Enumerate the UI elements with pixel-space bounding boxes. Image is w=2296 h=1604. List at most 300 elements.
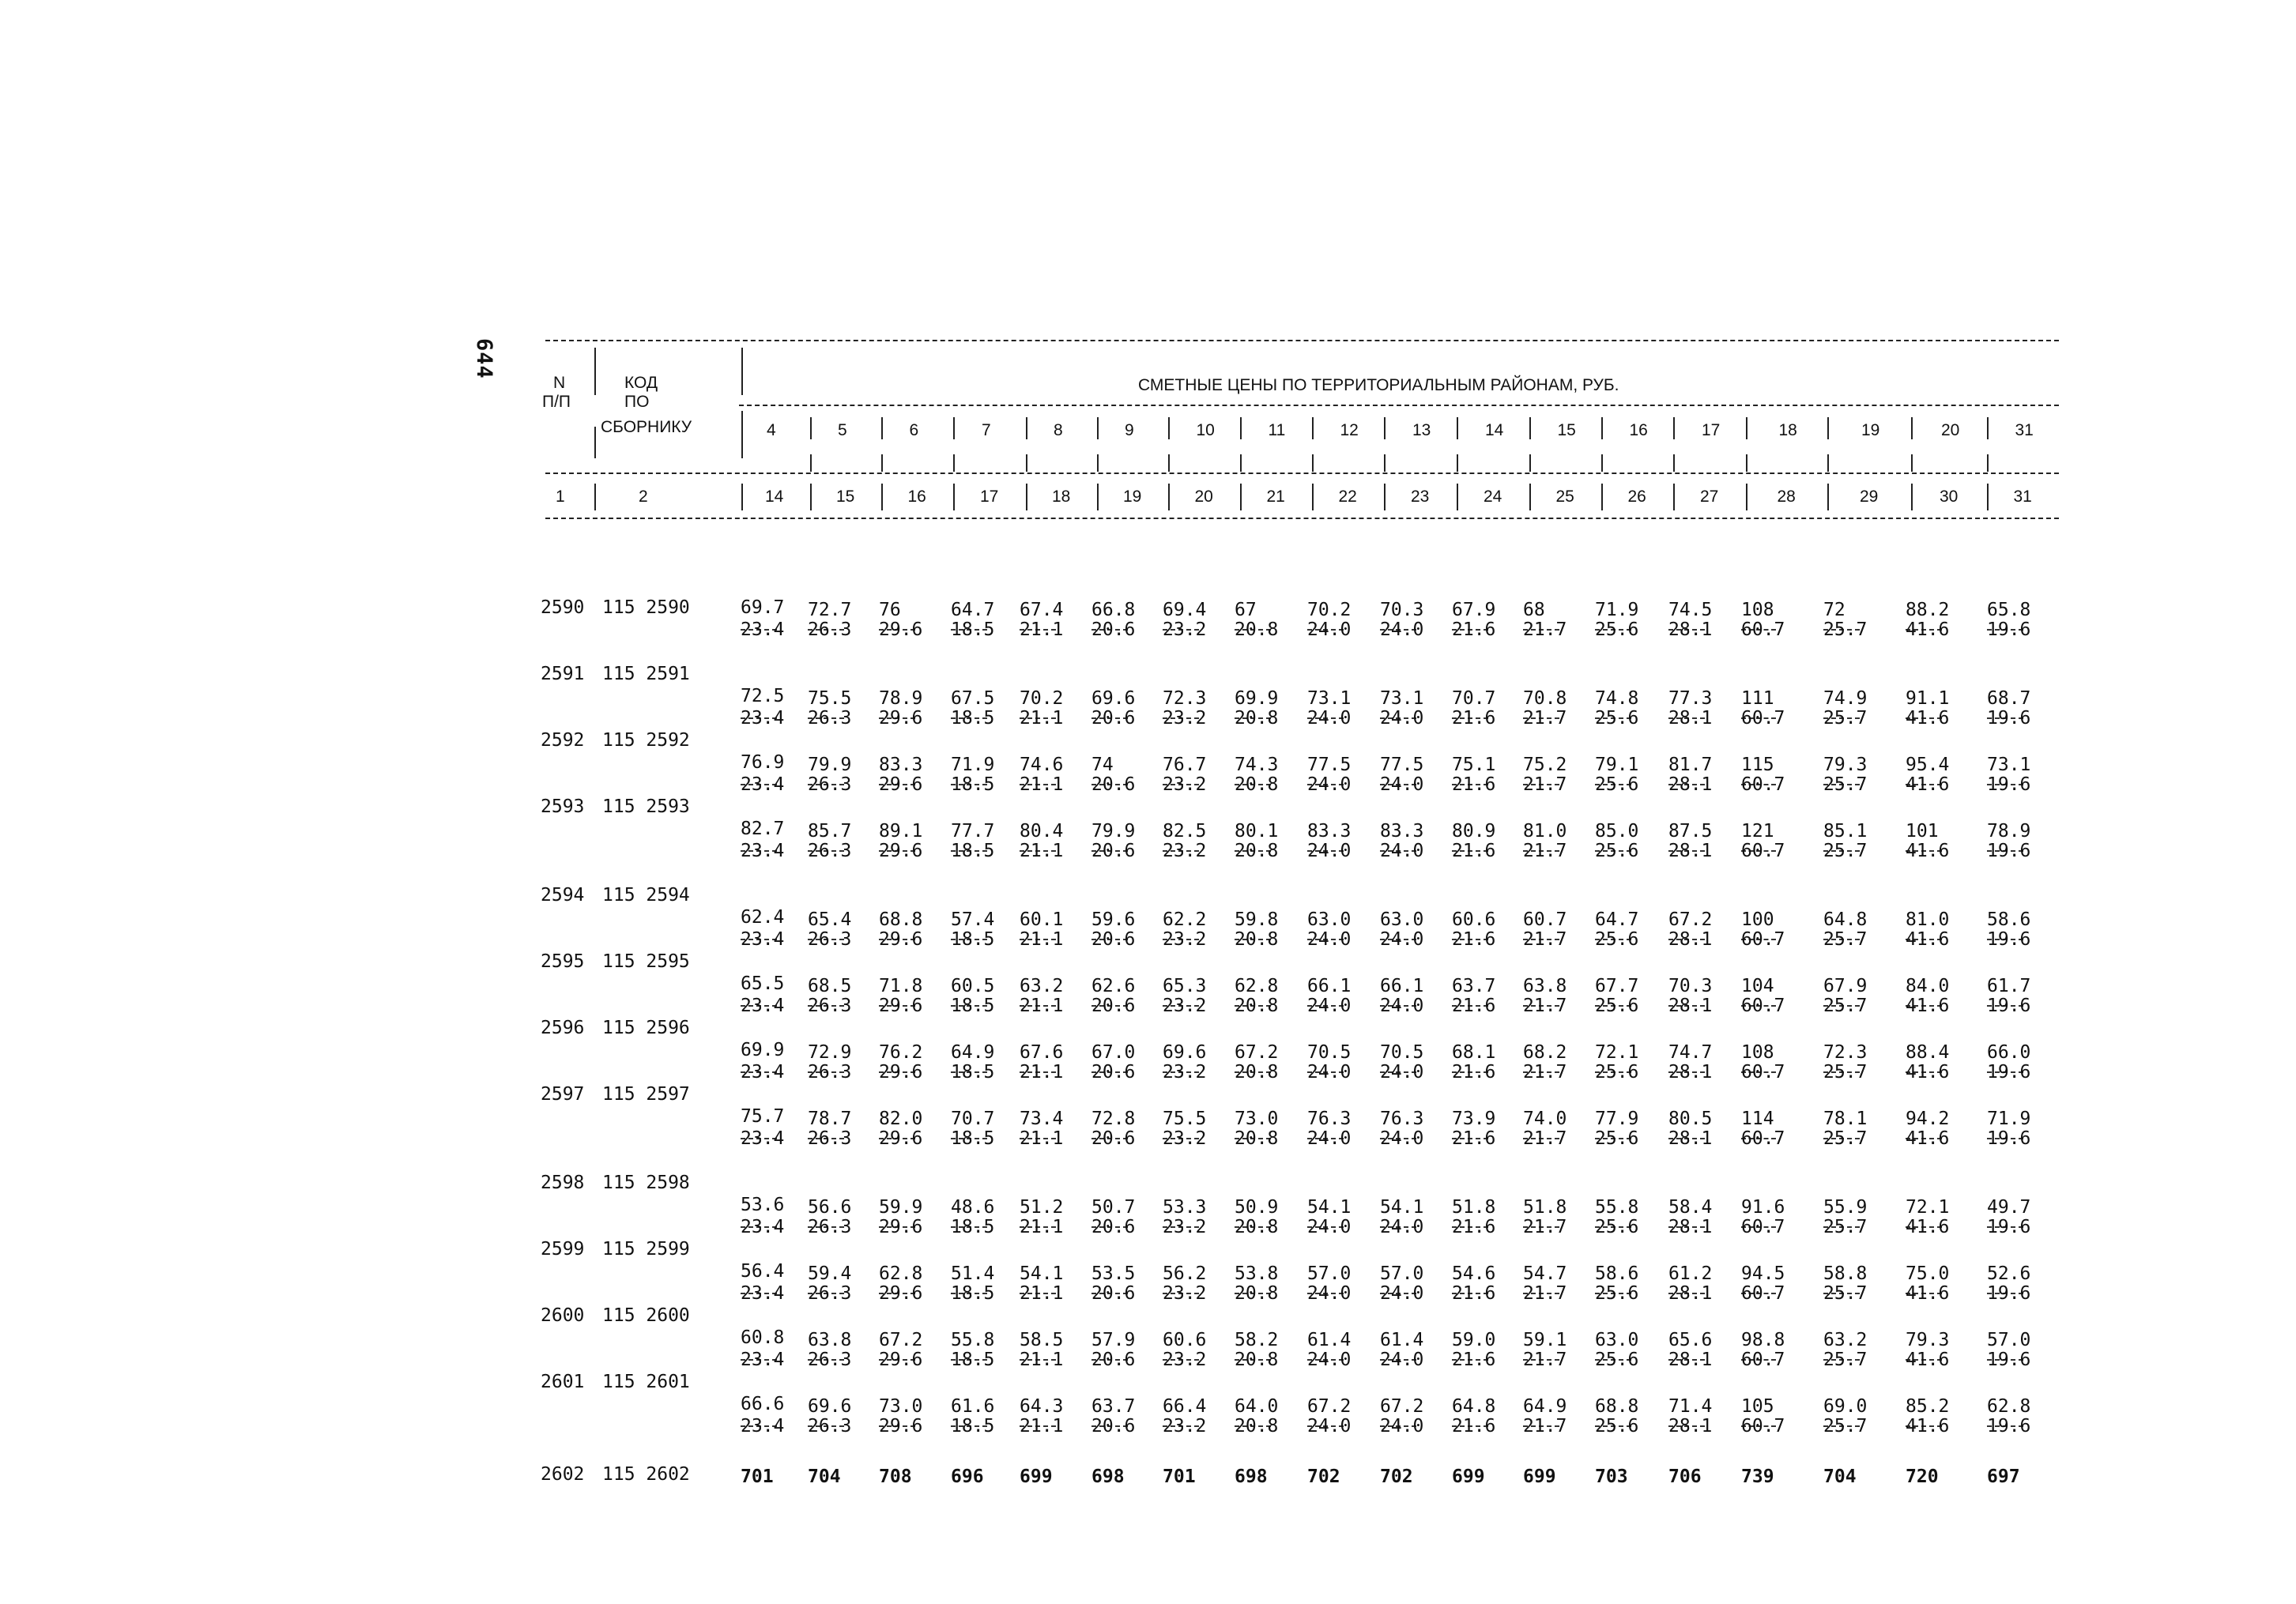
price-labor: 41.6	[1906, 1283, 1950, 1304]
price-total: 72.8	[1091, 1109, 1136, 1129]
price-total: 58.6	[1987, 909, 2031, 930]
price-labor: 18.5	[951, 1283, 995, 1304]
price-labor: 28.1	[1668, 774, 1713, 795]
price-labor: 28.1	[1668, 708, 1713, 729]
price-labor: 21.6	[1452, 619, 1496, 640]
column-index-code: 2	[639, 488, 648, 506]
price-labor: 28.1	[1668, 1416, 1713, 1436]
price-labor: 26.3	[808, 1062, 852, 1083]
header-vbar	[881, 484, 883, 510]
price-total: 104	[1741, 976, 1774, 996]
header-vbar	[1097, 417, 1099, 439]
region-number: 10	[1196, 421, 1215, 439]
price-total: 53.3	[1163, 1197, 1207, 1218]
price-total: 83.3	[1380, 821, 1424, 842]
page-number: 644	[472, 338, 496, 379]
header-vbar	[1827, 454, 1829, 472]
price-total: 67.2	[1307, 1396, 1352, 1417]
price-total: 73.1	[1307, 688, 1352, 709]
price-total: 67.9	[1823, 976, 1868, 996]
header-vbar	[1673, 417, 1675, 439]
price-total: 115	[1741, 755, 1774, 775]
price-total: 74.5	[1668, 600, 1713, 620]
row-number: 2600	[541, 1305, 585, 1326]
price-total: 54.6	[1452, 1263, 1496, 1284]
price-labor: 41.6	[1906, 1062, 1950, 1083]
price-total: 65.6	[1668, 1330, 1713, 1350]
price-total: 63.0	[1595, 1330, 1639, 1350]
price-labor: 25.7	[1823, 929, 1868, 950]
price-total: 121	[1741, 821, 1774, 842]
price-labor: 19.6	[1987, 929, 2031, 950]
price-labor: 21.7	[1523, 1128, 1567, 1149]
price-labor: 25.6	[1595, 1416, 1639, 1436]
price-labor: 60.7	[1741, 1062, 1785, 1083]
price-labor: 21.1	[1020, 1128, 1064, 1149]
price-total: 58.8	[1823, 1263, 1868, 1284]
price-total: 82.0	[879, 1109, 923, 1129]
price-total: 703	[1595, 1467, 1628, 1487]
price-labor: 21.6	[1452, 929, 1496, 950]
price-total: 94.2	[1906, 1109, 1950, 1129]
price-labor: 25.6	[1595, 1217, 1639, 1237]
row-number: 2591	[541, 664, 585, 684]
price-labor: 20.8	[1235, 619, 1279, 640]
price-total: 64.9	[951, 1042, 995, 1063]
header-vbar	[810, 417, 812, 439]
price-labor: 26.3	[808, 996, 852, 1016]
price-total: 100	[1741, 909, 1774, 930]
header-vbar	[1168, 454, 1170, 472]
price-total: 69.6	[1163, 1042, 1207, 1063]
price-total: 83.3	[879, 755, 923, 775]
price-labor: 21.6	[1452, 996, 1496, 1016]
price-total: 65.5	[741, 973, 785, 994]
price-total: 59.0	[1452, 1330, 1496, 1350]
column-index: 30	[1940, 488, 1959, 506]
price-labor: 25.6	[1595, 1350, 1639, 1370]
price-labor: 60.7	[1741, 1217, 1785, 1237]
price-labor: 23.2	[1163, 996, 1207, 1016]
price-labor: 24.0	[1307, 619, 1352, 640]
price-labor: 23.4	[741, 996, 785, 1016]
price-labor: 23.2	[1163, 841, 1207, 861]
price-labor: 60.7	[1741, 996, 1785, 1016]
price-labor: 26.3	[808, 774, 852, 795]
price-total: 60.8	[741, 1327, 785, 1348]
region-number: 15	[1557, 421, 1576, 439]
price-labor: 25.7	[1823, 1283, 1868, 1304]
price-total: 91.6	[1741, 1197, 1785, 1218]
price-total: 70.7	[951, 1109, 995, 1129]
price-total: 80.5	[1668, 1109, 1713, 1129]
price-total: 48.6	[951, 1197, 995, 1218]
price-labor: 41.6	[1906, 1128, 1950, 1149]
price-total: 62.8	[1235, 976, 1279, 996]
region-number: 7	[982, 421, 991, 439]
price-labor: 20.6	[1091, 1128, 1136, 1149]
header-vbar	[1746, 454, 1747, 472]
price-total: 68.7	[1987, 688, 2031, 709]
price-total: 57.0	[1987, 1330, 2031, 1350]
region-number: 31	[2015, 421, 2034, 439]
price-total: 69.4	[1163, 600, 1207, 620]
price-labor: 20.6	[1091, 708, 1136, 729]
price-total: 69.0	[1823, 1396, 1868, 1417]
header-mid-rule	[545, 473, 2059, 474]
price-total: 67.2	[879, 1330, 923, 1350]
price-total: 79.3	[1823, 755, 1868, 775]
price-total: 70.5	[1380, 1042, 1424, 1063]
column-label-number: N	[553, 374, 566, 392]
region-number: 9	[1125, 421, 1134, 439]
price-labor: 26.3	[808, 708, 852, 729]
price-total: 704	[1823, 1467, 1857, 1487]
price-labor: 41.6	[1906, 929, 1950, 950]
price-labor: 24.0	[1380, 1217, 1424, 1237]
price-labor: 25.6	[1595, 619, 1639, 640]
price-labor: 24.0	[1380, 996, 1424, 1016]
row-code: 115 2595	[602, 951, 690, 972]
column-index: 27	[1700, 488, 1719, 506]
price-labor: 60.7	[1741, 1416, 1785, 1436]
price-total: 58.6	[1595, 1263, 1639, 1284]
row-code: 115 2593	[602, 796, 690, 817]
price-total: 71.4	[1668, 1396, 1713, 1417]
price-labor: 21.6	[1452, 1062, 1496, 1083]
price-labor: 60.7	[1741, 774, 1785, 795]
row-number: 2599	[541, 1239, 585, 1259]
price-total: 699	[1020, 1467, 1053, 1487]
price-total: 74.3	[1235, 755, 1279, 775]
price-total: 101	[1906, 821, 1939, 842]
price-labor: 25.7	[1823, 1062, 1868, 1083]
price-total: 61.7	[1987, 976, 2031, 996]
column-index: 29	[1860, 488, 1879, 506]
price-total: 79.1	[1595, 755, 1639, 775]
price-labor: 41.6	[1906, 841, 1950, 861]
price-labor: 21.7	[1523, 996, 1567, 1016]
price-labor: 20.8	[1235, 1416, 1279, 1436]
price-labor: 41.6	[1906, 774, 1950, 795]
price-labor: 23.4	[741, 1283, 785, 1304]
price-labor: 23.4	[741, 1350, 785, 1370]
row-code: 115 2596	[602, 1018, 690, 1038]
row-number: 2593	[541, 796, 585, 817]
price-total: 74.7	[1668, 1042, 1713, 1063]
header-vbar	[1529, 454, 1531, 472]
price-total: 74.0	[1523, 1109, 1567, 1129]
price-labor: 24.0	[1380, 929, 1424, 950]
price-total: 697	[1987, 1467, 2020, 1487]
price-labor: 29.6	[879, 1128, 923, 1149]
price-labor: 21.7	[1523, 1283, 1567, 1304]
price-labor: 23.2	[1163, 619, 1207, 640]
price-total: 53.8	[1235, 1263, 1279, 1284]
price-labor: 24.0	[1380, 774, 1424, 795]
row-code: 115 2594	[602, 885, 690, 906]
column-index: 31	[2013, 488, 2032, 506]
price-labor: 21.6	[1452, 1350, 1496, 1370]
price-labor: 23.2	[1163, 708, 1207, 729]
region-number: 6	[909, 421, 919, 439]
price-labor: 21.1	[1020, 1416, 1064, 1436]
region-number: 11	[1268, 421, 1286, 439]
price-labor: 19.6	[1987, 619, 2031, 640]
price-total: 62.8	[879, 1263, 923, 1284]
price-labor: 25.7	[1823, 1416, 1868, 1436]
price-total: 114	[1741, 1109, 1774, 1129]
price-total: 76	[879, 600, 901, 620]
price-total: 64.8	[1823, 909, 1868, 930]
header-vbar	[1457, 454, 1458, 472]
header-vbar	[1384, 417, 1386, 439]
column-index: 14	[765, 488, 784, 506]
price-labor: 24.0	[1307, 929, 1352, 950]
price-total: 72.9	[808, 1042, 852, 1063]
price-labor: 21.6	[1452, 1217, 1496, 1237]
price-labor: 25.7	[1823, 708, 1868, 729]
price-total: 79.9	[808, 755, 852, 775]
price-labor: 26.3	[808, 1128, 852, 1149]
price-total: 51.2	[1020, 1197, 1064, 1218]
price-labor: 23.2	[1163, 929, 1207, 950]
price-labor: 29.6	[879, 841, 923, 861]
price-total: 82.7	[741, 819, 785, 839]
header-vbar	[1911, 454, 1913, 472]
price-total: 65.8	[1987, 600, 2031, 620]
price-labor: 23.4	[741, 774, 785, 795]
row-code: 115 2602	[602, 1464, 690, 1485]
price-labor: 18.5	[951, 1350, 995, 1370]
price-total: 55.8	[1595, 1197, 1639, 1218]
price-labor: 21.7	[1523, 1062, 1567, 1083]
price-labor: 28.1	[1668, 619, 1713, 640]
price-labor: 21.6	[1452, 1416, 1496, 1436]
price-total: 63.7	[1452, 976, 1496, 996]
row-code: 115 2590	[602, 597, 690, 618]
header-vbar	[1601, 417, 1603, 439]
price-total: 60.7	[1523, 909, 1567, 930]
price-labor: 20.6	[1091, 1217, 1136, 1237]
price-total: 70.7	[1452, 688, 1496, 709]
price-total: 61.6	[951, 1396, 995, 1417]
price-labor: 21.6	[1452, 1283, 1496, 1304]
price-labor: 20.6	[1091, 774, 1136, 795]
price-total: 67.0	[1091, 1042, 1136, 1063]
region-number: 16	[1629, 421, 1648, 439]
price-total: 66.6	[741, 1394, 785, 1414]
price-total: 60.6	[1452, 909, 1496, 930]
price-total: 76.3	[1380, 1109, 1424, 1129]
header-vbar	[594, 348, 596, 395]
price-total: 51.4	[951, 1263, 995, 1284]
price-labor: 25.6	[1595, 1062, 1639, 1083]
price-labor: 21.6	[1452, 1128, 1496, 1149]
header-vbar	[1827, 484, 1829, 510]
price-total: 77.9	[1595, 1109, 1639, 1129]
price-labor: 29.6	[879, 1416, 923, 1436]
price-labor: 41.6	[1906, 708, 1950, 729]
price-total: 699	[1523, 1467, 1556, 1487]
price-total: 76.3	[1307, 1109, 1352, 1129]
price-labor: 25.6	[1595, 774, 1639, 795]
price-total: 64.3	[1020, 1396, 1064, 1417]
region-number: 8	[1054, 421, 1063, 439]
header-vbar	[1097, 484, 1099, 510]
price-labor: 24.0	[1380, 1128, 1424, 1149]
price-labor: 23.2	[1163, 1283, 1207, 1304]
price-labor: 20.8	[1235, 841, 1279, 861]
price-labor: 20.6	[1091, 1062, 1136, 1083]
price-total: 720	[1906, 1467, 1939, 1487]
price-total: 77.7	[951, 821, 995, 842]
column-index: 19	[1123, 488, 1142, 506]
price-labor: 28.1	[1668, 1350, 1713, 1370]
price-total: 63.2	[1020, 976, 1064, 996]
header-title-rule	[739, 405, 2059, 406]
price-labor: 25.7	[1823, 1128, 1868, 1149]
column-label-code: СБОРНИКУ	[601, 418, 692, 436]
price-labor: 23.4	[741, 619, 785, 640]
price-total: 79.9	[1091, 821, 1136, 842]
row-code: 115 2600	[602, 1305, 690, 1326]
price-total: 57.9	[1091, 1330, 1136, 1350]
header-bottom-rule	[545, 518, 2059, 519]
price-labor: 18.5	[951, 996, 995, 1016]
price-labor: 25.6	[1595, 929, 1639, 950]
price-total: 73.0	[1235, 1109, 1279, 1129]
price-total: 56.2	[1163, 1263, 1207, 1284]
price-total: 88.4	[1906, 1042, 1950, 1063]
price-total: 65.4	[808, 909, 852, 930]
price-total: 58.5	[1020, 1330, 1064, 1350]
price-labor: 20.8	[1235, 1062, 1279, 1083]
price-labor: 29.6	[879, 1217, 923, 1237]
column-index: 21	[1266, 488, 1285, 506]
region-number: 12	[1340, 421, 1359, 439]
price-labor: 28.1	[1668, 841, 1713, 861]
row-number: 2592	[541, 730, 585, 751]
price-labor: 29.6	[879, 708, 923, 729]
header-vbar	[1312, 454, 1314, 472]
price-total: 72.3	[1163, 688, 1207, 709]
price-labor: 19.6	[1987, 1416, 2031, 1436]
price-total: 61.2	[1668, 1263, 1713, 1284]
price-total: 55.9	[1823, 1197, 1868, 1218]
header-vbar	[1312, 484, 1314, 510]
region-number: 18	[1778, 421, 1797, 439]
price-labor: 21.7	[1523, 774, 1567, 795]
price-labor: 24.0	[1307, 1283, 1352, 1304]
price-total: 67.4	[1020, 600, 1064, 620]
price-labor: 24.0	[1380, 1416, 1424, 1436]
price-total: 80.9	[1452, 821, 1496, 842]
price-labor: 20.8	[1235, 708, 1279, 729]
price-labor: 24.0	[1307, 1062, 1352, 1083]
price-labor: 26.3	[808, 929, 852, 950]
price-total: 63.8	[1523, 976, 1567, 996]
price-total: 73.0	[879, 1396, 923, 1417]
price-total: 54.1	[1020, 1263, 1064, 1284]
price-labor: 21.6	[1452, 841, 1496, 861]
price-labor: 20.6	[1091, 1283, 1136, 1304]
price-total: 699	[1452, 1467, 1485, 1487]
price-labor: 18.5	[951, 774, 995, 795]
region-number: 19	[1861, 421, 1880, 439]
price-labor: 28.1	[1668, 1128, 1713, 1149]
header-vbar	[1240, 484, 1242, 510]
price-labor: 20.8	[1235, 1128, 1279, 1149]
header-title: СМЕТНЫЕ ЦЕНЫ ПО ТЕРРИТОРИАЛЬНЫМ РАЙОНАМ, РУБ.	[1138, 376, 1619, 394]
price-total: 698	[1091, 1467, 1125, 1487]
header-vbar	[1911, 417, 1913, 439]
column-index: 16	[907, 488, 926, 506]
price-labor: 41.6	[1906, 619, 1950, 640]
price-total: 56.4	[741, 1261, 785, 1282]
price-labor: 28.1	[1668, 996, 1713, 1016]
price-labor: 18.5	[951, 708, 995, 729]
region-number: 4	[767, 421, 776, 439]
price-labor: 18.5	[951, 841, 995, 861]
price-total: 74.6	[1020, 755, 1064, 775]
price-total: 105	[1741, 1396, 1774, 1417]
price-total: 72.1	[1906, 1197, 1950, 1218]
price-labor: 19.6	[1987, 774, 2031, 795]
price-labor: 28.1	[1668, 1217, 1713, 1237]
price-total: 69.6	[808, 1396, 852, 1417]
price-total: 81.7	[1668, 755, 1713, 775]
price-labor: 21.7	[1523, 708, 1567, 729]
price-labor: 25.6	[1595, 1283, 1639, 1304]
price-labor: 23.4	[741, 1128, 785, 1149]
price-total: 74.8	[1595, 688, 1639, 709]
price-total: 62.4	[741, 907, 785, 928]
column-label-code: КОД	[624, 374, 658, 392]
price-total: 94.5	[1741, 1263, 1785, 1284]
price-total: 75.5	[808, 688, 852, 709]
header-vbar	[1240, 417, 1242, 439]
header-vbar	[810, 454, 812, 472]
price-total: 72.5	[741, 686, 785, 706]
column-index: 25	[1555, 488, 1574, 506]
price-labor: 20.6	[1091, 619, 1136, 640]
row-code: 115 2592	[602, 730, 690, 751]
price-total: 71.9	[951, 755, 995, 775]
row-number: 2598	[541, 1173, 585, 1193]
price-total: 63.0	[1380, 909, 1424, 930]
price-labor: 23.2	[1163, 1062, 1207, 1083]
price-total: 67.6	[1020, 1042, 1064, 1063]
price-total: 63.0	[1307, 909, 1352, 930]
row-number: 2595	[541, 951, 585, 972]
header-vbar	[1026, 417, 1027, 439]
price-total: 78.9	[1987, 821, 2031, 842]
price-total: 65.3	[1163, 976, 1207, 996]
price-total: 67.2	[1380, 1396, 1424, 1417]
price-labor: 20.6	[1091, 1416, 1136, 1436]
price-labor: 25.7	[1823, 1350, 1868, 1370]
price-labor: 18.5	[951, 1062, 995, 1083]
header-vbar	[1168, 484, 1170, 510]
price-total: 79.3	[1906, 1330, 1950, 1350]
price-labor: 60.7	[1741, 841, 1785, 861]
price-total: 81.0	[1906, 909, 1950, 930]
price-total: 66.8	[1091, 600, 1136, 620]
price-total: 77.5	[1307, 755, 1352, 775]
header-vbar	[1457, 417, 1458, 439]
price-total: 78.7	[808, 1109, 852, 1129]
